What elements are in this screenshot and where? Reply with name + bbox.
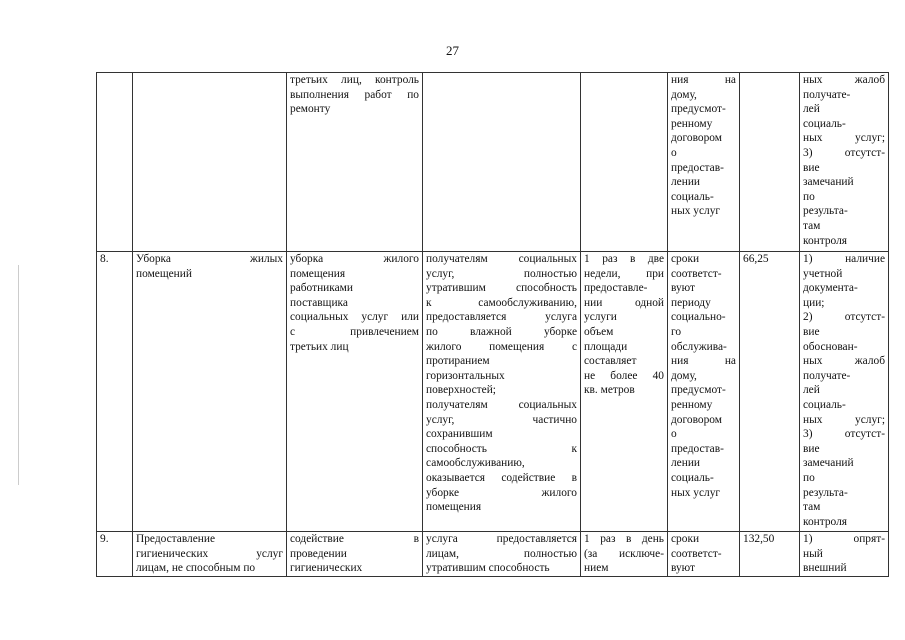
text-line: социально-: [671, 311, 726, 324]
text-line: протиранием: [426, 355, 490, 368]
tariff-cell: [740, 73, 800, 252]
text-line: недели, при: [584, 267, 664, 280]
text-line: проведении: [290, 547, 347, 560]
text-line: получате-: [803, 88, 851, 101]
text-line: социальных услуг или: [290, 311, 419, 324]
text-line: социаль-: [803, 117, 846, 130]
text-line: 1) опрят-: [803, 533, 885, 545]
text-line: дому,: [671, 88, 697, 101]
text-line: помещения: [290, 267, 346, 280]
text-line: периоду: [671, 296, 711, 309]
text-line: договором: [671, 413, 722, 426]
text-line: Предоставление: [136, 533, 216, 545]
text-line: оказывается содействие в: [426, 471, 577, 484]
text-line: лей: [803, 103, 820, 116]
service-terms-cell: [668, 252, 740, 532]
text-line: о: [671, 146, 677, 159]
service-terms-cell: [668, 73, 740, 252]
text-line: получателям социальных: [426, 398, 577, 411]
text-line: поставщика: [290, 296, 348, 309]
text-line: 3) отсутст-: [803, 146, 885, 159]
text-line: утратившим способность: [426, 562, 550, 575]
text-line: там: [803, 219, 821, 232]
text-line: нием: [584, 562, 609, 575]
text-line: услуг, частично: [426, 413, 577, 426]
text-line: кв. метров: [584, 384, 635, 397]
text-line: ния на: [671, 74, 736, 86]
text-line: 1 раз в две: [584, 253, 664, 265]
text-line: помещений: [136, 267, 192, 280]
text-line: о: [671, 428, 677, 441]
table-row: [97, 532, 889, 577]
text-line: поверхностей;: [426, 384, 496, 397]
text-line: внешний: [803, 562, 847, 575]
service-name-cell: [133, 252, 287, 532]
text-line: дому,: [671, 369, 697, 382]
text-line: социаль-: [803, 398, 846, 411]
text-line: результа-: [803, 205, 848, 218]
text-line: с привлечением: [290, 325, 419, 338]
text-line: ных услуг: [671, 486, 721, 499]
text-line: предусмот-: [671, 103, 726, 116]
text-line: го: [671, 325, 682, 338]
service-name-cell: [133, 532, 287, 577]
text-line: способность к: [426, 442, 577, 455]
text-line: по влажной уборке: [426, 325, 577, 338]
text-line: вуют: [671, 562, 696, 575]
text-line: гигиенических: [290, 562, 363, 575]
text-line: ных услуг;: [803, 132, 885, 145]
tariff-cell: 132,50: [740, 532, 800, 577]
text-line: результа-: [803, 486, 848, 499]
page-number: 27: [446, 43, 459, 58]
text-line: договором: [671, 132, 722, 145]
text-line: 1) наличие: [803, 253, 885, 265]
service-content-cell: [287, 252, 423, 532]
text-line: услуг, полностью: [426, 267, 577, 280]
service-conditions-cell: [423, 73, 581, 252]
text-line: вие: [803, 325, 820, 338]
text-line: обоснован-: [803, 340, 858, 353]
text-line: работниками: [290, 282, 353, 295]
row-number-cell: 8.: [97, 252, 133, 532]
text-line: вие: [803, 442, 820, 455]
text-line: соответст-: [671, 267, 722, 280]
text-line: документа-: [803, 282, 858, 295]
text-line: ремонту: [290, 103, 331, 116]
text-line: не более 40: [584, 369, 664, 382]
text-line: уборка жилого: [290, 253, 419, 265]
text-line: предостав-: [671, 442, 724, 455]
text-line: социаль-: [671, 190, 714, 203]
quality-indicators-cell: [800, 532, 889, 577]
service-terms-cell: [668, 532, 740, 577]
table-row: [97, 252, 889, 532]
text-line: уборке жилого: [426, 486, 577, 499]
text-line: по: [803, 471, 815, 484]
text-line: ренному: [671, 398, 713, 411]
text-line: (за исключе-: [584, 547, 664, 560]
text-line: лицам, полностью: [426, 547, 577, 560]
text-line: Уборка жилых: [136, 253, 283, 265]
text-line: лении: [671, 457, 701, 470]
text-line: ния на: [671, 355, 736, 368]
text-line: контроля: [803, 515, 848, 528]
text-line: третьих лиц, контроль: [290, 74, 419, 86]
text-line: контроля: [803, 234, 848, 247]
text-line: лении: [671, 176, 701, 189]
tariff-cell: 66,25: [740, 252, 800, 532]
text-line: предусмот-: [671, 384, 726, 397]
service-content-cell: [287, 532, 423, 577]
service-conditions-cell: [423, 252, 581, 532]
text-line: там: [803, 501, 821, 514]
text-line: лицам, не способным по: [136, 562, 256, 575]
text-line: самообслуживанию,: [426, 457, 525, 470]
text-line: к самообслуживанию,: [426, 296, 577, 309]
text-line: 1 раз в день: [584, 533, 664, 545]
text-line: ных жалоб: [803, 355, 885, 368]
text-line: социаль-: [671, 471, 714, 484]
service-conditions-cell: [423, 532, 581, 577]
service-volume-cell: [581, 73, 668, 252]
row-number-cell: 9.: [97, 532, 133, 577]
text-line: утратившим способность: [426, 282, 577, 295]
text-line: нии одной: [584, 296, 664, 309]
service-volume-cell: [581, 532, 668, 577]
text-line: ции;: [803, 296, 825, 309]
text-line: гигиенических услуг: [136, 547, 283, 560]
text-line: предоставле-: [584, 282, 648, 295]
text-line: получате-: [803, 369, 851, 382]
services-table: [96, 72, 889, 577]
row-number-cell: [97, 73, 133, 252]
text-line: сроки: [671, 253, 700, 265]
text-line: помещения: [426, 501, 482, 514]
page-bottom-margin: [0, 579, 905, 640]
text-line: по: [803, 190, 815, 203]
text-line: жилого помещения с: [426, 340, 577, 353]
text-line: вуют: [671, 282, 696, 295]
service-content-cell: [287, 73, 423, 252]
text-line: 3) отсутст-: [803, 428, 885, 441]
text-line: замечаний: [803, 457, 854, 470]
text-line: площади: [584, 340, 628, 353]
text-line: третьих лиц: [290, 340, 349, 353]
table-row: [97, 73, 889, 252]
quality-indicators-cell: [800, 73, 889, 252]
text-line: ных услуг;: [803, 413, 885, 426]
text-line: предоставляется услуга: [426, 311, 577, 324]
text-line: выполнения работ по: [290, 88, 419, 101]
text-line: сохранившим: [426, 428, 493, 441]
text-line: услуги: [584, 311, 617, 324]
text-line: услуга предоставляется: [426, 533, 577, 545]
text-line: объем: [584, 325, 614, 338]
quality-indicators-cell: [800, 252, 889, 532]
text-line: горизонтальных: [426, 369, 505, 382]
text-line: сроки: [671, 533, 700, 545]
text-line: соответст-: [671, 547, 722, 560]
text-line: замечаний: [803, 176, 854, 189]
text-line: лей: [803, 384, 820, 397]
text-line: получателям социальных: [426, 253, 577, 265]
text-line: ных жалоб: [803, 74, 885, 86]
text-line: составляет: [584, 355, 637, 368]
text-line: обслужива-: [671, 340, 727, 353]
text-line: ный: [803, 547, 823, 560]
scan-edge-line: [18, 265, 19, 485]
service-volume-cell: [581, 252, 668, 532]
service-name-cell: [133, 73, 287, 252]
text-line: содействие в: [290, 533, 419, 545]
text-line: ренному: [671, 117, 713, 130]
text-line: ных услуг: [671, 205, 721, 218]
text-line: 2) отсутст-: [803, 311, 885, 324]
text-line: учетной: [803, 267, 843, 280]
text-line: предостав-: [671, 161, 724, 174]
text-line: вие: [803, 161, 820, 174]
